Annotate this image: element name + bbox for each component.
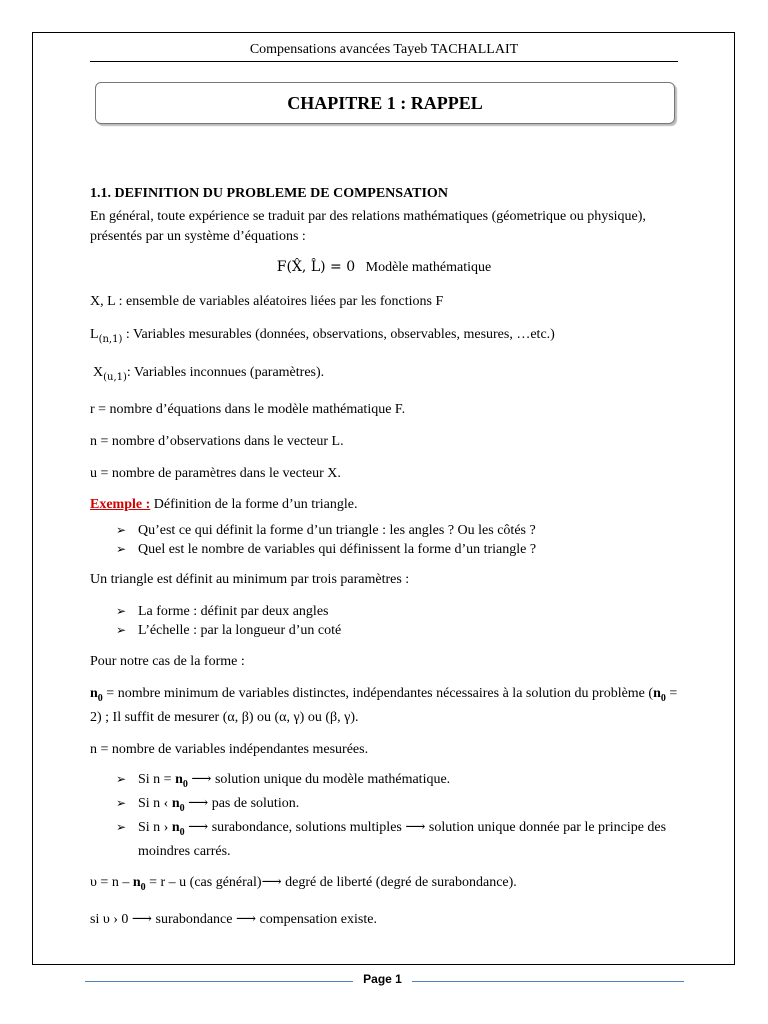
def-l-symbol: L xyxy=(90,327,99,342)
chapter-title: CHAPITRE 1 : RAPPEL xyxy=(287,92,483,113)
def-n: n = nombre d’observations dans le vecteur L. xyxy=(90,433,344,449)
page-header: Compensations avancées Tayeb TACHALLAIT xyxy=(249,42,519,57)
exemple-line xyxy=(90,495,678,515)
chapter-box xyxy=(95,82,675,124)
footer-rule-left xyxy=(85,981,353,982)
exemple-bullets xyxy=(90,521,678,559)
list-item: ➢ L’échelle : par la longueur d’un coté xyxy=(116,622,342,638)
def-r: r = nombre d’équations dans le modèle mathématique F. xyxy=(90,401,406,417)
exemple-text: Définition de la forme d’un triangle. xyxy=(150,496,358,512)
header-rule xyxy=(90,61,678,62)
list-item: ➢ Si n ‹ $n_0$ ⟶ pas de solution. xyxy=(116,796,300,814)
list-item: ➢ Si n › $n_0$ ⟶ surabondance, solutions multiples ⟶ solution unique donnée par le principe des moindres carrés. xyxy=(116,819,667,859)
def-l-subscript: (n,1) xyxy=(98,333,123,345)
cases-bullets xyxy=(90,770,678,860)
def-x-symbol: X xyxy=(93,364,104,380)
def-xl: X, L : ensemble de variables aléatoires liées par les fonctions F xyxy=(90,294,444,309)
n-definition: n = nombre de variables indépendantes mesurées. xyxy=(90,742,369,758)
content xyxy=(90,184,678,930)
formula-label: Modèle mathématique xyxy=(365,260,492,275)
def-u: u = nombre de paramètres dans le vecteur X. xyxy=(90,465,341,481)
arrow-bullet-icon: ➢ xyxy=(116,603,127,618)
def-x-subscript: (u,1) xyxy=(103,371,127,383)
arrow-bullet-icon: ➢ xyxy=(116,772,127,787)
formula-expression: F(X̂, L̂) = 0 xyxy=(276,259,356,275)
arrow-bullet-icon: ➢ xyxy=(116,819,127,834)
n0-definition: $n_0$ = nombre minimum de variables distinctes, indépendantes nécessaires à la solution du problème $(n_0 = 2)$ ; Il suffit de mesurer (α, β) ou (α, γ) ou (β, γ). xyxy=(90,685,678,726)
def-l xyxy=(90,325,678,350)
arrow-bullet-icon: ➢ xyxy=(116,522,127,537)
exemple-label: Exemple : xyxy=(90,496,151,512)
def-x-text: : Variables inconnues (paramètres). xyxy=(126,364,325,380)
footer-rule-right xyxy=(412,981,684,982)
list-item: ➢ Si $n = n_0$ ⟶ solution unique du modèle mathématique. xyxy=(116,772,451,791)
arrow-bullet-icon: ➢ xyxy=(116,796,127,811)
triangle-intro: Un triangle est définit au minimum par trois paramètres : xyxy=(90,571,410,587)
list-item: ➢ Quel est le nombre de variables qui définissent la forme d’un triangle ? xyxy=(116,541,537,557)
arrow-bullet-icon: ➢ xyxy=(116,541,127,556)
def-l-text: : Variables mesurables (données, observations, observables, mesures, …etc.) xyxy=(122,327,555,342)
conclusion: si υ › 0 ⟶ surabondance ⟶ compensation existe. xyxy=(90,911,377,927)
page-number: Page 1 xyxy=(363,972,402,986)
list-item: ➢ La forme : définit par deux angles xyxy=(116,603,329,619)
intro-paragraph: En général, toute expérience se traduit par des relations mathématiques (géometrique ou physique), présentés par un système d’équations : xyxy=(90,209,646,244)
degree-of-freedom: $\upsilon = n - n_0 = r - u$ (cas général)⟶ degré de liberté (degré de surabondance). xyxy=(90,874,517,893)
list-item: ➢ Qu’est ce qui définit la forme d’un triangle : les angles ? Ou les côtés ? xyxy=(116,522,536,538)
triangle-bullets xyxy=(90,602,678,640)
def-x xyxy=(90,363,678,388)
arrow-bullet-icon: ➢ xyxy=(116,622,127,637)
formula xyxy=(90,257,678,278)
forme-intro: Pour notre cas de la forme : xyxy=(90,653,245,669)
section-title: 1.1. DEFINITION DU PROBLEME DE COMPENSATION xyxy=(90,186,448,201)
